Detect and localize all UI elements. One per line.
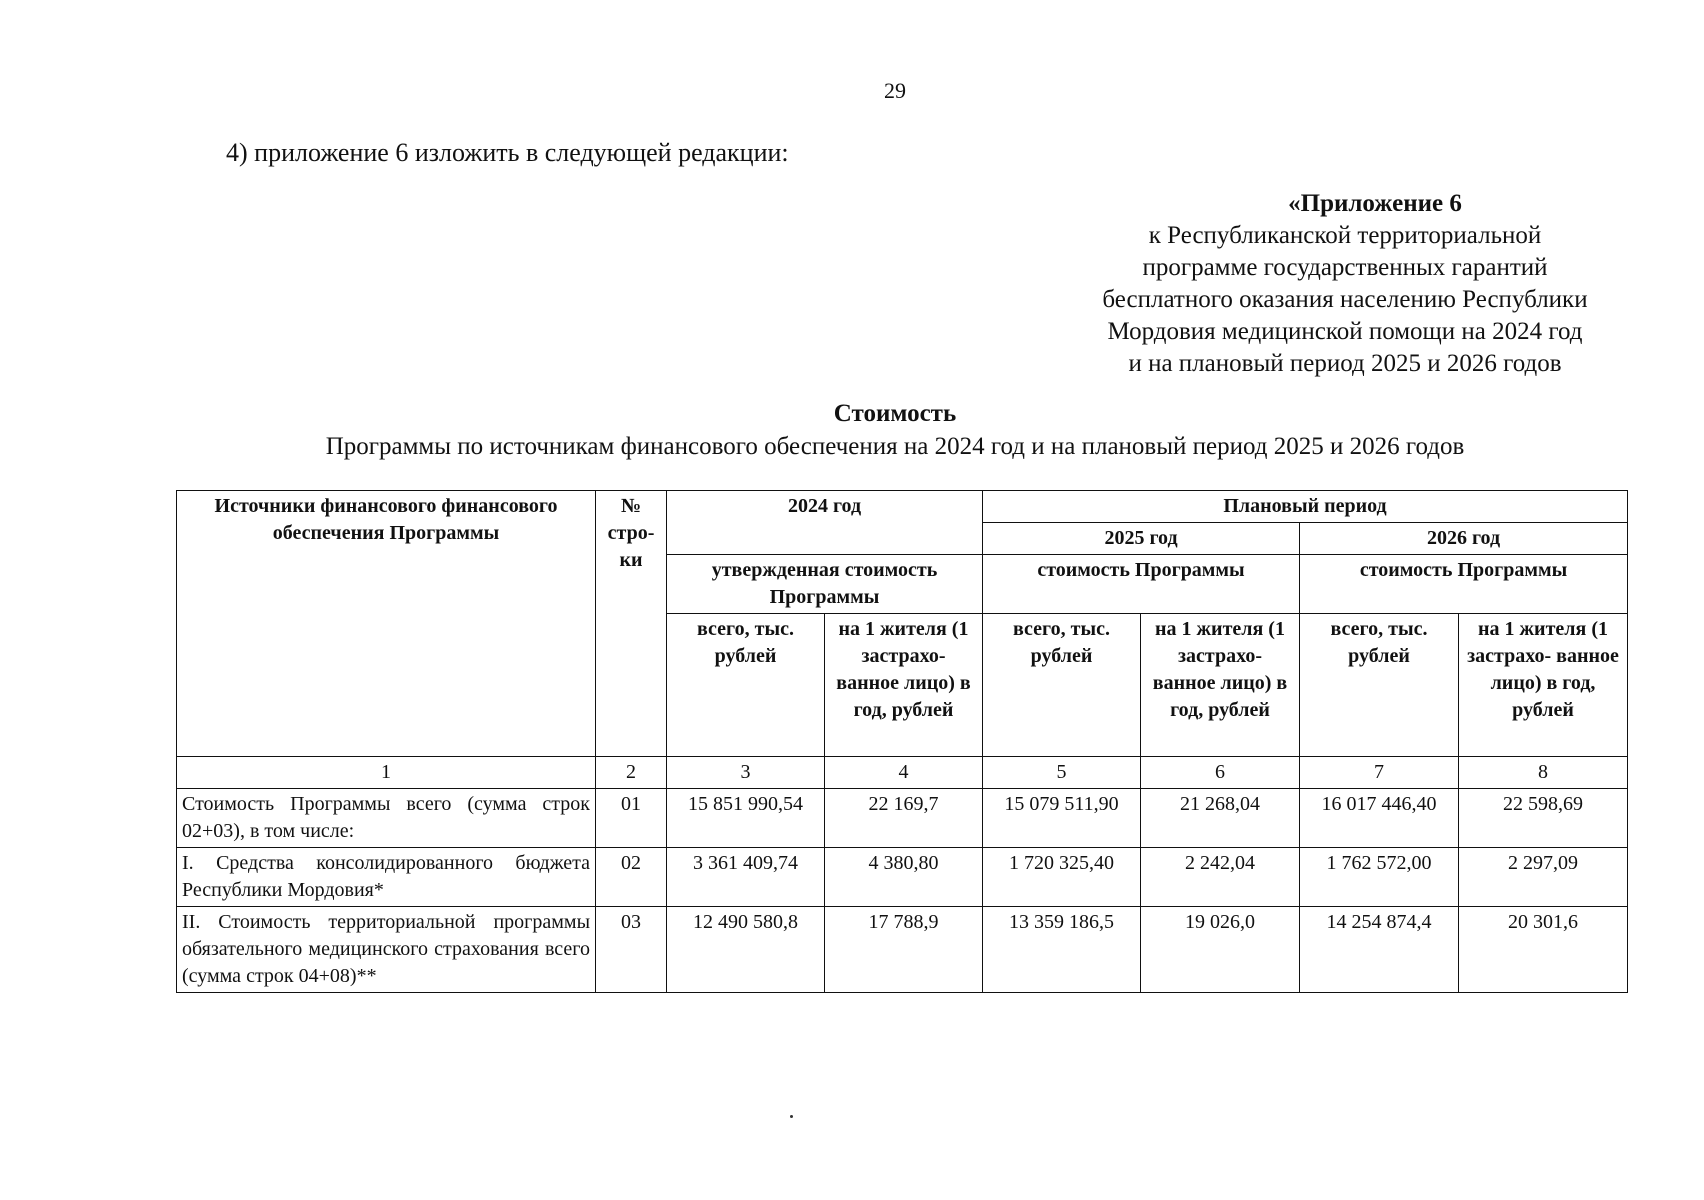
cell-total-2026: 1 762 572,00	[1300, 848, 1459, 907]
table-row	[177, 848, 1628, 907]
cost-table	[176, 490, 1628, 993]
page-number: 29	[884, 78, 906, 103]
column-number: 8	[1459, 757, 1628, 789]
appendix-line: программе государственных гарантий	[1142, 254, 1548, 281]
cell-total-2024: 12 490 580,8	[667, 907, 825, 993]
cell-total-2025: 13 359 186,5	[983, 907, 1141, 993]
header-program-cost-2026: стоимость Программы	[1300, 555, 1628, 614]
cell-per-capita-2025: 21 268,04	[1141, 789, 1300, 848]
row-name: II. Стоимость территориальной программы обязательного медицинского страхования всего (сумма строк 04+08)**	[177, 907, 596, 993]
appendix-line: и на плановый период 2025 и 2026 годов	[1128, 350, 1562, 377]
header-total-2026: всего, тыс. рублей	[1300, 614, 1459, 757]
header-approved-cost: утвержденная стоимость Программы	[667, 555, 983, 614]
document-subtitle: Программы по источникам финансового обеспечения на 2024 год и на плановый период 2025 и 2026 годов	[325, 433, 1465, 460]
appendix-block	[1055, 188, 1635, 380]
column-number: 7	[1300, 757, 1459, 789]
scan-dot	[790, 1115, 793, 1118]
header-total-2025: всего, тыс. рублей	[983, 614, 1141, 757]
column-number: 4	[825, 757, 983, 789]
column-number-row	[177, 757, 1628, 789]
cell-per-capita-2026: 22 598,69	[1459, 789, 1628, 848]
header-year-2024: 2024 год	[667, 491, 983, 555]
cell-per-capita-2026: 2 297,09	[1459, 848, 1628, 907]
row-code: 01	[596, 789, 667, 848]
cell-per-capita-2025: 19 026,0	[1141, 907, 1300, 993]
cell-per-capita-2024: 4 380,80	[825, 848, 983, 907]
column-number: 1	[177, 757, 596, 789]
header-row-number: № стро- ки	[596, 491, 667, 757]
header-per-capita-2025: на 1 жителя (1 застрахо- ванное лицо) в год, рублей	[1141, 614, 1300, 757]
cell-total-2025: 1 720 325,40	[983, 848, 1141, 907]
appendix-title: «Приложение 6	[1288, 190, 1462, 217]
cell-total-2024: 3 361 409,74	[667, 848, 825, 907]
cell-per-capita-2025: 2 242,04	[1141, 848, 1300, 907]
cell-per-capita-2024: 17 788,9	[825, 907, 983, 993]
header-per-capita-2026: на 1 жителя (1 застрахо- ванное лицо) в год, рублей	[1459, 614, 1628, 757]
column-number: 6	[1141, 757, 1300, 789]
header-year-2026: 2026 год	[1300, 523, 1628, 555]
row-name: I. Средства консолидированного бюджета Республики Мордовия*	[177, 848, 596, 907]
header-program-cost-2025: стоимость Программы	[983, 555, 1300, 614]
header-year-2025: 2025 год	[983, 523, 1300, 555]
column-number: 3	[667, 757, 825, 789]
header-source: Источники финансового финансового обеспечения Программы	[177, 491, 596, 757]
table-row	[177, 789, 1628, 848]
header-planned-period: Плановый период	[983, 491, 1628, 523]
cell-total-2026: 14 254 874,4	[1300, 907, 1459, 993]
appendix-line: к Республиканской территориальной	[1148, 222, 1542, 249]
row-code: 03	[596, 907, 667, 993]
cell-total-2024: 15 851 990,54	[667, 789, 825, 848]
document-title: Стоимость	[833, 400, 957, 427]
appendix-line: бесплатного оказания населению Республики	[1102, 286, 1588, 313]
cell-per-capita-2026: 20 301,6	[1459, 907, 1628, 993]
row-code: 02	[596, 848, 667, 907]
column-number: 5	[983, 757, 1141, 789]
column-number: 2	[596, 757, 667, 789]
header-per-capita-2024: на 1 жителя (1 застрахо- ванное лицо) в год, рублей	[825, 614, 983, 757]
table-row	[177, 907, 1628, 993]
intro-text: 4) приложение 6 изложить в следующей редакции:	[226, 138, 789, 167]
cell-total-2026: 16 017 446,40	[1300, 789, 1459, 848]
header-total-2024: всего, тыс. рублей	[667, 614, 825, 757]
appendix-line: Мордовия медицинской помощи на 2024 год	[1107, 318, 1583, 345]
cell-total-2025: 15 079 511,90	[983, 789, 1141, 848]
row-name: Стоимость Программы всего (сумма строк 02+03), в том числе:	[177, 789, 596, 848]
cell-per-capita-2024: 22 169,7	[825, 789, 983, 848]
